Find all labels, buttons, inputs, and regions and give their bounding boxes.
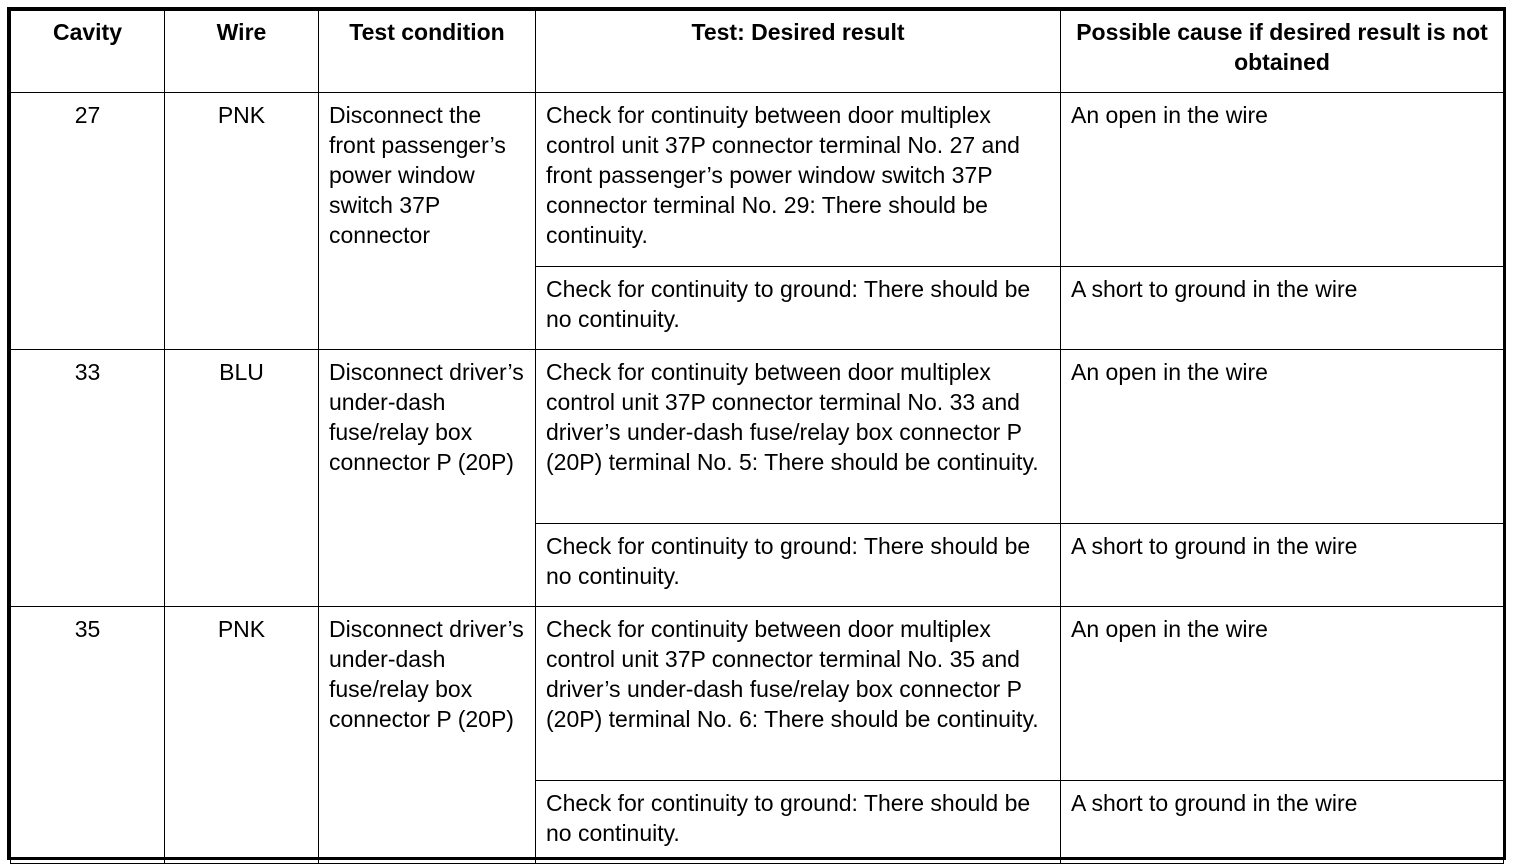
desired-result-cell: Check for continuity between door multiplex control unit 37P connector terminal No. 35 and driver’s under-dash fuse/relay box connector P (20P) terminal No. 6: There should be continuity.: [536, 607, 1061, 781]
cavity-cell: 33: [11, 350, 165, 607]
desired-result-cell: Check for continuity to ground: There should be no continuity.: [536, 524, 1061, 607]
possible-cause-cell: A short to ground in the wire: [1061, 524, 1504, 607]
wire-cell: PNK: [165, 607, 319, 864]
header-test-condition: Test condition: [319, 11, 536, 93]
header-desired-result: Test: Desired result: [536, 11, 1061, 93]
table-row: [11, 607, 1504, 781]
test-condition-cell: Disconnect driver’s under-dash fuse/relay box connector P (20P): [319, 607, 536, 864]
desired-result-cell: Check for continuity to ground: There should be no continuity.: [536, 267, 1061, 350]
desired-result-cell: Check for continuity between door multiplex control unit 37P connector terminal No. 27 and front passenger’s power window switch 37P connector terminal No. 29: There should be continuity.: [536, 93, 1061, 267]
header-wire: Wire: [165, 11, 319, 93]
wire-cell: PNK: [165, 93, 319, 350]
wire-cell: BLU: [165, 350, 319, 607]
desired-result-cell: Check for continuity between door multiplex control unit 37P connector terminal No. 33 and driver’s under-dash fuse/relay box connector P (20P) terminal No. 5: There should be continuity.: [536, 350, 1061, 524]
table-row: [11, 350, 1504, 524]
header-row: [11, 11, 1504, 93]
continuity-test-table: [10, 10, 1504, 864]
header-cavity: Cavity: [11, 11, 165, 93]
cavity-cell: 35: [11, 607, 165, 864]
possible-cause-cell: An open in the wire: [1061, 350, 1504, 524]
troubleshooting-table: [7, 7, 1506, 860]
cavity-cell: 27: [11, 93, 165, 350]
header-possible-cause: Possible cause if desired result is not obtained: [1061, 11, 1504, 93]
desired-result-cell: Check for continuity to ground: There should be no continuity.: [536, 781, 1061, 864]
table-row: [11, 93, 1504, 267]
test-condition-cell: Disconnect driver’s under-dash fuse/relay box connector P (20P): [319, 350, 536, 607]
possible-cause-cell: A short to ground in the wire: [1061, 267, 1504, 350]
possible-cause-cell: An open in the wire: [1061, 607, 1504, 781]
test-condition-cell: Disconnect the front passenger’s power window switch 37P connector: [319, 93, 536, 350]
possible-cause-cell: A short to ground in the wire: [1061, 781, 1504, 864]
possible-cause-cell: An open in the wire: [1061, 93, 1504, 267]
